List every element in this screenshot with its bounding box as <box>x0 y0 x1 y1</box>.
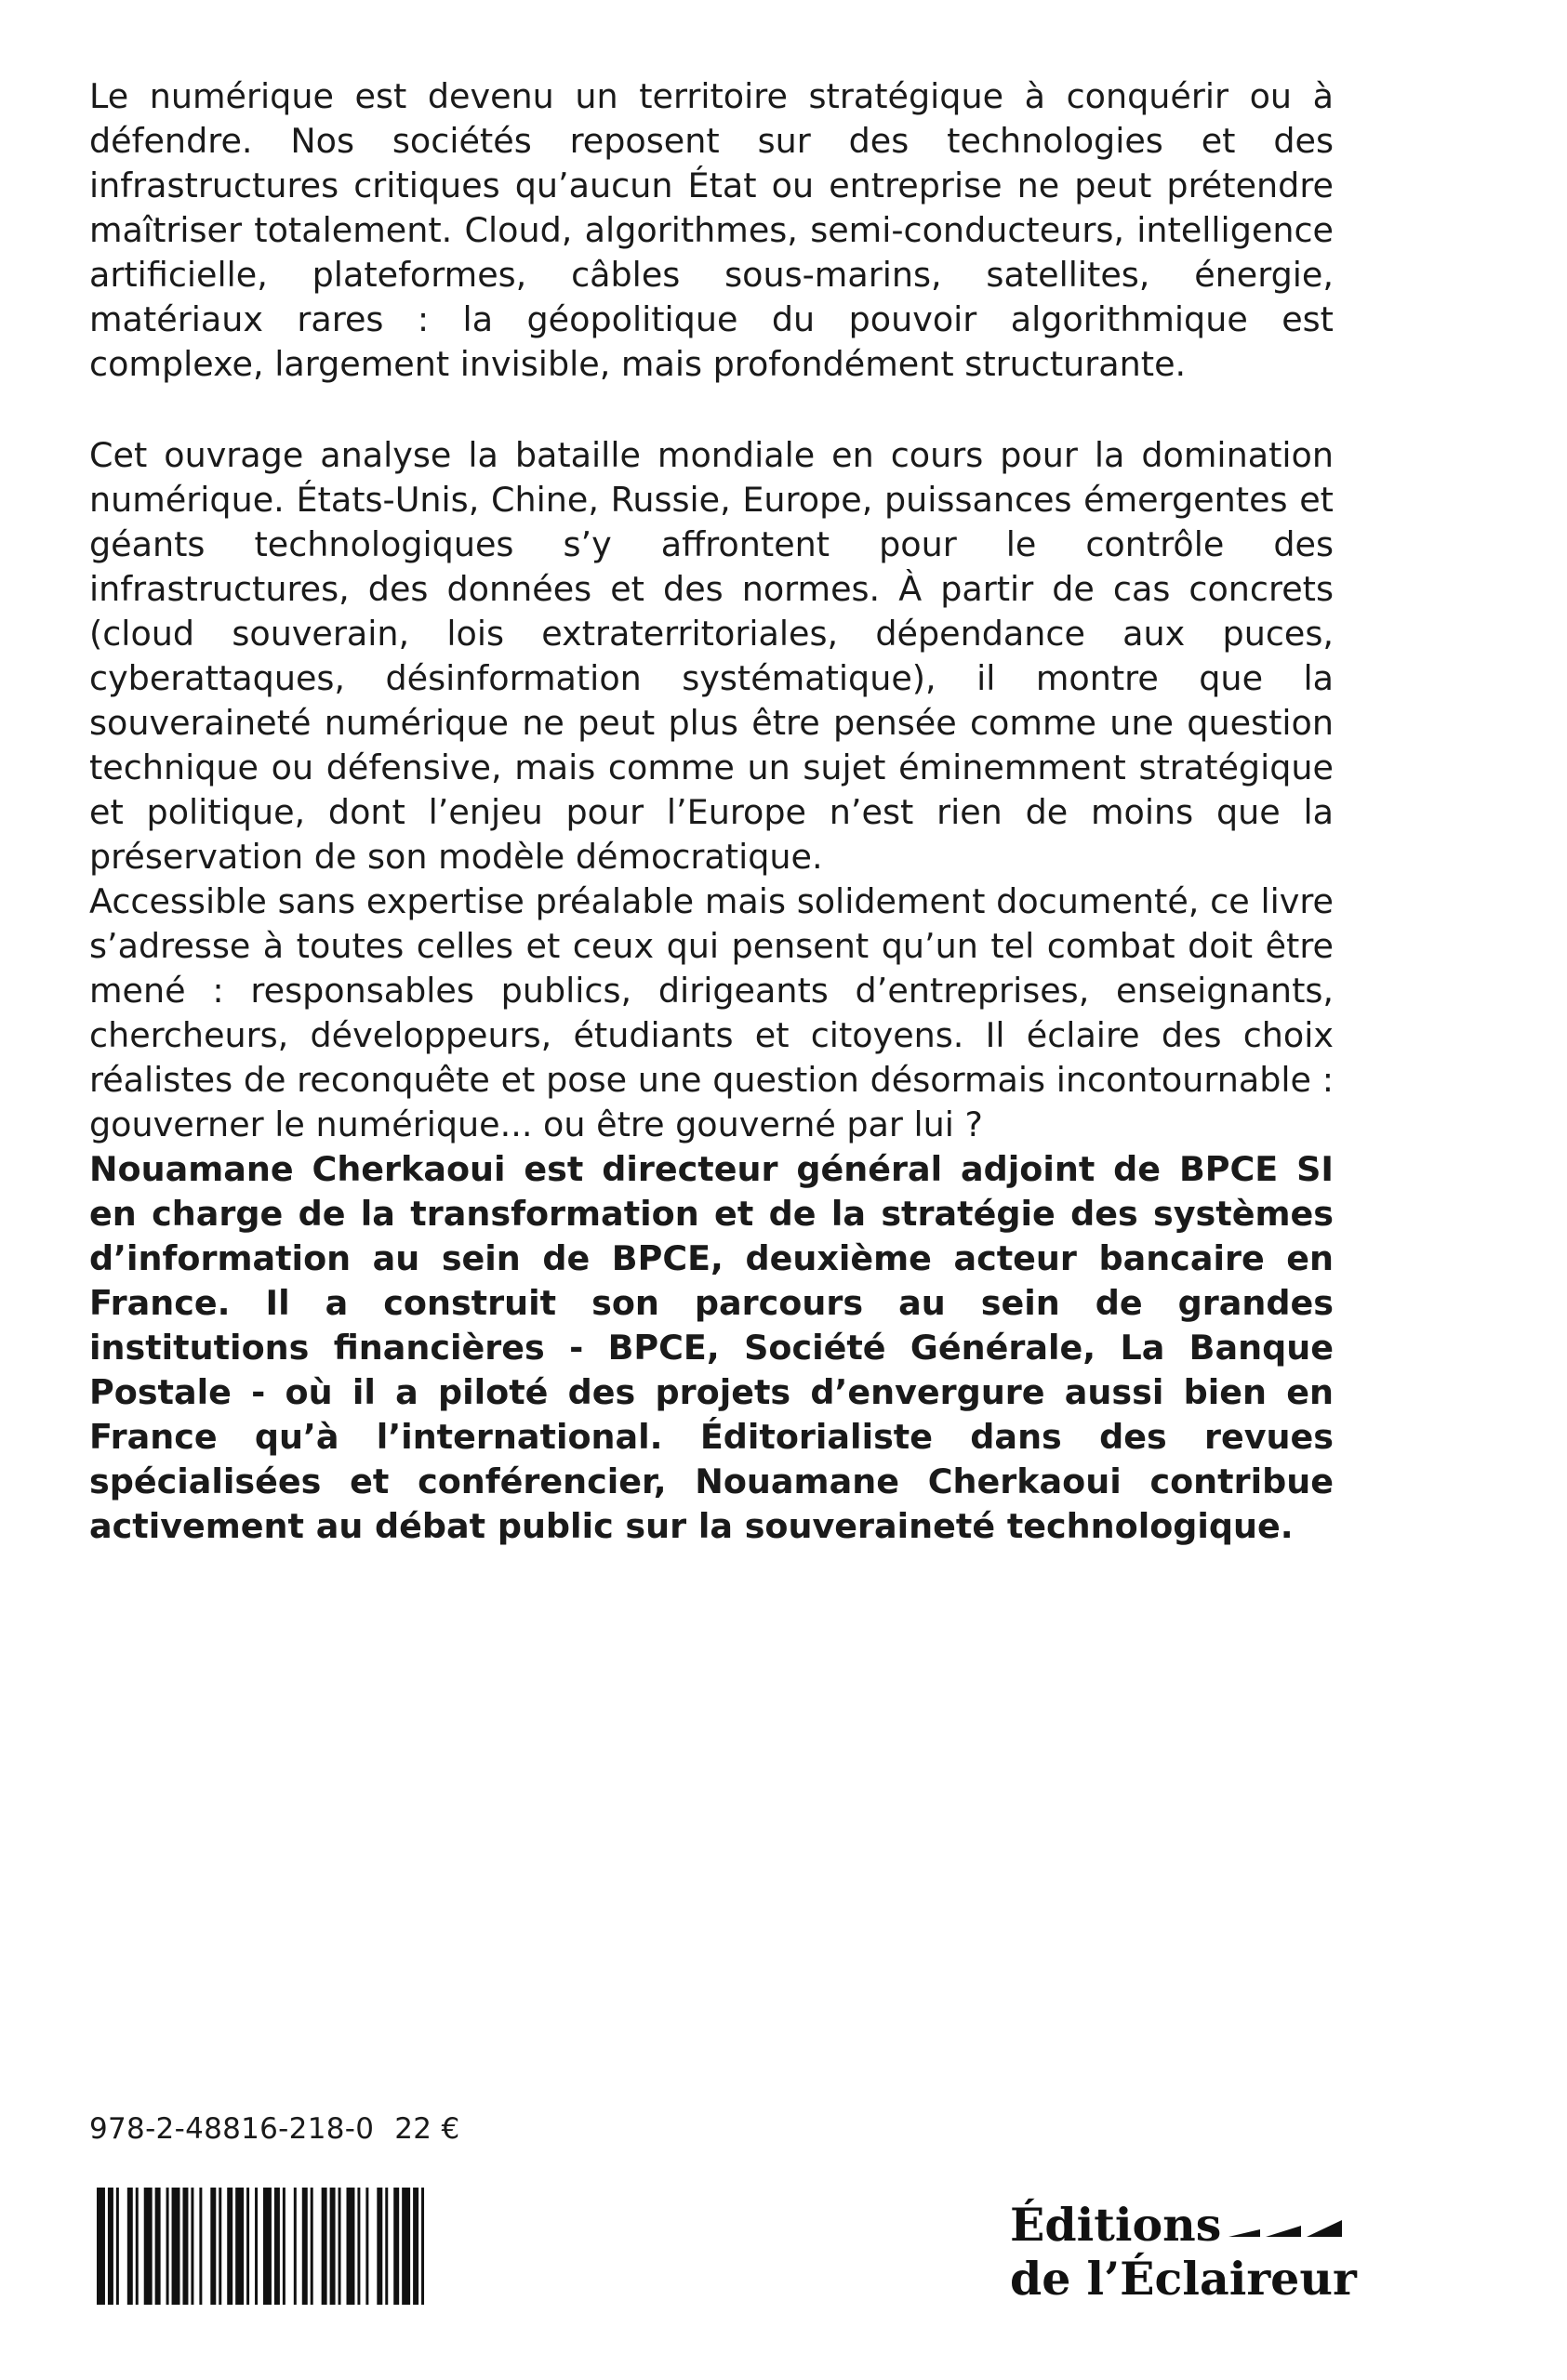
publisher-mark-icon <box>1228 2216 1342 2239</box>
blurb-paragraph-2: Cet ouvrage analyse la bataille mondiale en cours pour la domination numérique. États-Unis, Chine, Russie, Europe, puissances émergentes et géants technologiques s’y affrontent pour le contrôle des infrastructures, des données et des normes. À partir de cas concrets (cloud souverain, lois extraterritoriales, dépendance aux puces, cyberattaques, désinformation systématique), il montre que la souveraineté numérique ne peut plus être pensée comme une question technique ou défensive, mais comme un sujet éminemment stratégique et politique, dont l’enjeu pour l’Europe n’est rien de moins que la préservation de son modèle démocratique. <box>89 435 1334 877</box>
barcode-icon <box>97 2188 430 2305</box>
blurb-paragraph-3: Accessible sans expertise préalable mais solidement documenté, ce livre s’adresse à toutes celles et ceux qui pensent qu’un tel combat doit être mené : responsables publics, dirigeants d’entreprises, enseignants, chercheurs, développeurs, étudiants et citoyens. Il éclaire des choix réalistes de reconquête et pose une question désormais incontournable : gouverner le numérique... ou être gouverné par lui ? <box>89 881 1334 1144</box>
publisher-line-2: de l’Éclaireur <box>1010 2252 1357 2306</box>
publisher-line-1: Éditions <box>1010 2198 1222 2252</box>
isbn: 978-2-48816-218-0 <box>89 2112 375 2146</box>
price: 22 € <box>394 2112 460 2146</box>
isbn-price-line <box>89 2110 459 2148</box>
blurb-paragraph-1: Le numérique est devenu un territoire stratégique à conquérir ou à défendre. Nos sociétés reposent sur des technologies et des infrastructures critiques qu’aucun État ou entreprise ne peut prétendre maîtriser totalement. Cloud, algorithmes, semi-conducteurs, intelligence artificielle, plateformes, câbles sous-marins, satellites, énergie, matériaux rares : la géopolitique du pouvoir algorithmique est complexe, largement invisible, mais profondément structurante. <box>89 76 1334 384</box>
publisher-logo <box>1010 2198 1357 2306</box>
author-bio: Nouamane Cherkaoui est directeur général adjoint de BPCE SI en charge de la transformation et de la stratégie des systèmes d’information au sein de BPCE, deuxième acteur bancaire en France. Il a construit son parcours au sein de grandes institutions financières - BPCE, Société Générale, La Banque Postale - où il a piloté des projets d’envergure aussi bien en France qu’à l’international. Éditorialiste dans des revues spécialisées et conférencier, Nouamane Cherkaoui contribue activement au débat public sur la souveraineté technologique. <box>89 1149 1334 1546</box>
